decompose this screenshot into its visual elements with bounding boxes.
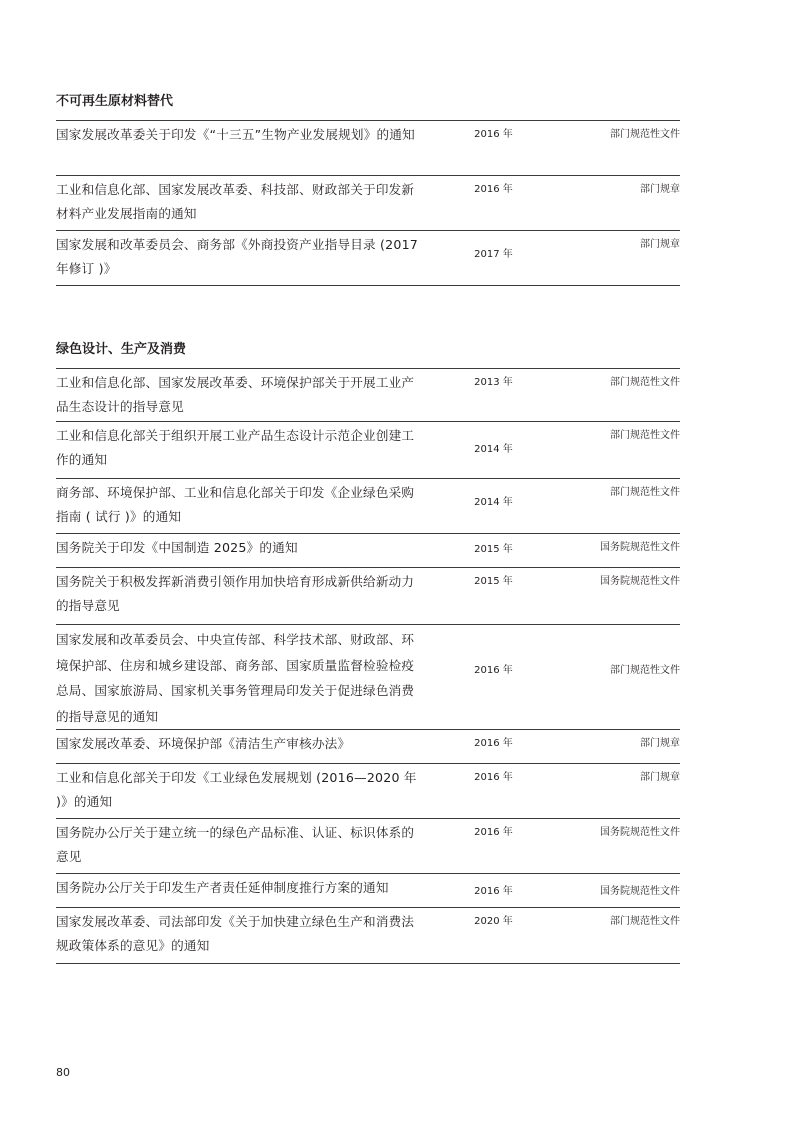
document-year: 2016 年 <box>474 827 513 838</box>
page-number: 80 <box>56 1066 70 1079</box>
table-row <box>56 121 680 176</box>
document-year: 2014 年 <box>474 497 513 508</box>
document-title: 国家发展和改革委员会、中央宣传部、科学技术部、财政部、环境保护部、住房和城乡建设部、商务部、国家质量监督检验检疫总局、国家旅游局、国家机关事务管理局印发关于促进绿色消费的指导意见的通知 <box>56 632 415 724</box>
policy-table <box>56 368 680 964</box>
table-row <box>56 369 680 422</box>
document-year: 2013 年 <box>474 377 513 388</box>
section-title: 不可再生原材料替代 <box>56 94 174 109</box>
document-type: 国务院规范性文件 <box>600 576 680 587</box>
document-year: 2016 年 <box>474 665 513 676</box>
table-row <box>56 730 680 764</box>
document-type: 国务院规范性文件 <box>600 827 680 838</box>
document-title: 国务院关于印发《中国制造 2025》的通知 <box>56 540 298 555</box>
table-row <box>56 422 680 479</box>
table-row <box>56 479 680 534</box>
document-year: 2017 年 <box>474 249 513 260</box>
document-year: 2016 年 <box>474 886 513 897</box>
document-type: 部门规范性文件 <box>610 129 680 140</box>
document-year: 2016 年 <box>474 184 513 195</box>
document-year: 2020 年 <box>474 916 513 927</box>
policy-table <box>56 120 680 286</box>
document-type: 部门规范性文件 <box>610 916 680 927</box>
document-title: 国务院办公厅关于建立统一的绿色产品标准、认证、标识体系的意见 <box>56 825 415 864</box>
document-type: 部门规章 <box>640 738 680 749</box>
document-title: 国家发展改革委关于印发《“十三五”生物产业发展规划》的通知 <box>56 127 415 142</box>
table-row <box>56 568 680 625</box>
section-title: 绿色设计、生产及消费 <box>56 342 187 357</box>
document-title: 工业和信息化部关于组织开展工业产品生态设计示范企业创建工作的通知 <box>56 428 415 467</box>
document-type: 部门规范性文件 <box>610 487 680 498</box>
document-type: 部门规章 <box>640 772 680 783</box>
document-title: 工业和信息化部关于印发《工业绿色发展规划 (2016—2020 年 )》的通知 <box>56 770 417 809</box>
document-title: 国家发展和改革委员会、商务部《外商投资产业指导目录 (2017 年修订 )》 <box>56 237 419 276</box>
document-year: 2016 年 <box>474 772 513 783</box>
document-type: 国务院规范性文件 <box>600 542 680 553</box>
document-type: 部门规范性文件 <box>610 377 680 388</box>
document-type: 部门规范性文件 <box>610 430 680 441</box>
document-type: 国务院规范性文件 <box>600 886 680 897</box>
document-title: 国务院办公厅关于印发生产者责任延伸制度推行方案的通知 <box>56 880 389 895</box>
document-year: 2014 年 <box>474 444 513 455</box>
section-non-renewable <box>56 93 680 286</box>
document-year: 2015 年 <box>474 576 513 587</box>
table-row <box>56 764 680 819</box>
table-row <box>56 625 680 730</box>
section-green-design <box>56 341 680 964</box>
document-type: 部门规章 <box>640 184 680 195</box>
table-row <box>56 819 680 874</box>
document-title: 国务院关于积极发挥新消费引领作用加快培育形成新供给新动力的指导意见 <box>56 574 415 613</box>
document-type: 部门规范性文件 <box>610 665 680 676</box>
document-title: 国家发展改革委、司法部印发《关于加快建立绿色生产和消费法规政策体系的意见》的通知 <box>56 914 415 953</box>
table-row <box>56 231 680 286</box>
document-year: 2015 年 <box>474 544 513 555</box>
document-year: 2016 年 <box>474 738 513 749</box>
document-title: 工业和信息化部、国家发展改革委、环境保护部关于开展工业产品生态设计的指导意见 <box>56 375 415 414</box>
table-row <box>56 908 680 964</box>
table-row <box>56 534 680 568</box>
document-title: 工业和信息化部、国家发展改革委、科技部、财政部关于印发新材料产业发展指南的通知 <box>56 182 415 221</box>
document-year: 2016 年 <box>474 129 513 140</box>
document-title: 商务部、环境保护部、工业和信息化部关于印发《企业绿色采购指南 ( 试行 )》的通知 <box>56 485 415 524</box>
document-title: 国家发展改革委、环境保护部《清洁生产审核办法》 <box>56 736 351 751</box>
document-type: 部门规章 <box>640 239 680 250</box>
table-row <box>56 874 680 908</box>
table-row <box>56 176 680 231</box>
